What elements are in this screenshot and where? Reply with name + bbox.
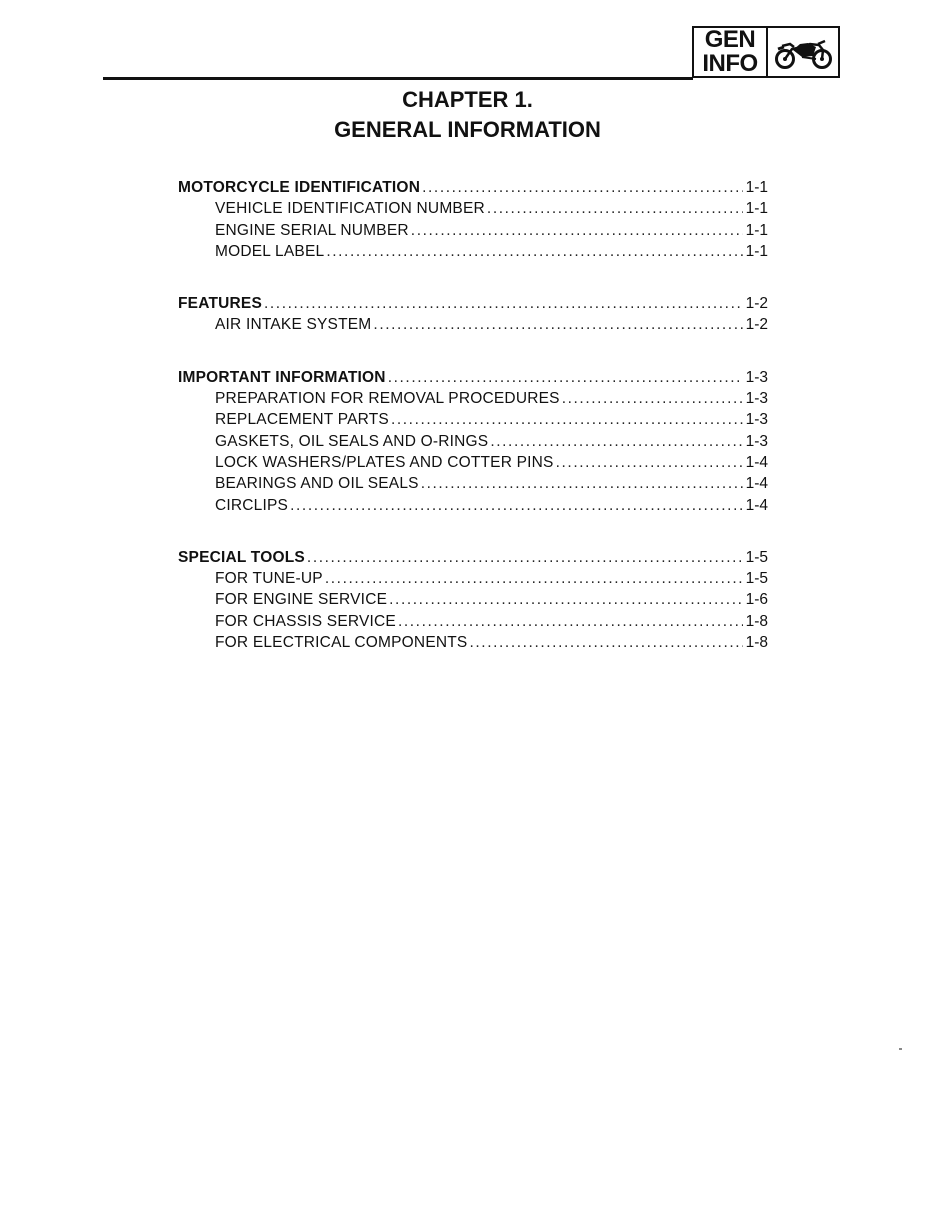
- toc-entry[interactable]: [178, 431, 768, 452]
- leader-dots: [422, 177, 743, 198]
- toc-section: [178, 547, 768, 653]
- leader-dots: [556, 452, 743, 473]
- leader-dots: [411, 220, 743, 241]
- page-number: 1-8: [745, 634, 768, 652]
- leader-dots: [325, 568, 743, 589]
- toc-entry[interactable]: [178, 589, 768, 610]
- toc-heading: FEATURES: [178, 295, 262, 313]
- page-number: 1-1: [745, 179, 768, 196]
- toc-heading: MOTORCYCLE IDENTIFICATION: [178, 179, 421, 196]
- toc-entry-label: CIRCLIPS: [215, 496, 289, 514]
- toc-entry[interactable]: [178, 314, 768, 335]
- page-number: 1-3: [745, 390, 768, 408]
- page-number: 1-5: [745, 548, 768, 566]
- motorcycle-icon: [768, 28, 838, 76]
- leader-dots: [290, 495, 743, 516]
- page-number: 1-2: [745, 295, 768, 313]
- toc-heading: SPECIAL TOOLS: [178, 548, 305, 566]
- toc-heading-row[interactable]: [178, 177, 768, 198]
- badge-line-2: INFO: [702, 50, 758, 77]
- page-number: 1-1: [745, 242, 768, 260]
- leader-dots: [389, 589, 742, 610]
- page-number: 1-6: [745, 591, 768, 609]
- leader-dots: [421, 473, 743, 494]
- leader-dots: [373, 314, 742, 335]
- page-number: 1-5: [745, 570, 768, 588]
- page-number: 1-4: [745, 496, 768, 514]
- toc-entry-label: VEHICLE IDENTIFICATION NUMBER: [215, 200, 485, 218]
- toc-entry[interactable]: [178, 452, 768, 473]
- leader-dots: [398, 611, 743, 632]
- leader-dots: [388, 367, 743, 388]
- page-number: 1-3: [745, 432, 768, 450]
- toc-entry-label: MODEL LABEL: [215, 242, 325, 260]
- toc-entry-label: FOR ENGINE SERVICE: [215, 591, 388, 609]
- page-number: 1-8: [745, 612, 768, 630]
- leader-dots: [307, 547, 743, 568]
- toc-entry[interactable]: [178, 632, 768, 653]
- page-number: 1-2: [745, 316, 768, 334]
- toc-entry[interactable]: [178, 388, 768, 409]
- leader-dots: [469, 632, 742, 653]
- leader-dots: [487, 198, 743, 219]
- page-number: 1-4: [745, 475, 768, 493]
- badge-label: [694, 28, 768, 76]
- toc-section: [178, 177, 768, 262]
- toc-heading-row[interactable]: [178, 367, 768, 388]
- header-rule: [103, 77, 693, 80]
- toc-section: [178, 293, 768, 336]
- toc-entry-label: PREPARATION FOR REMOVAL PROCEDURES: [215, 390, 560, 408]
- toc-heading: IMPORTANT INFORMATION: [178, 368, 386, 386]
- page-number: 1-3: [745, 368, 768, 386]
- toc-entry-label: FOR ELECTRICAL COMPONENTS: [215, 634, 468, 652]
- toc-entry[interactable]: [178, 568, 768, 589]
- leader-dots: [490, 431, 742, 452]
- page-number: 1-1: [745, 200, 768, 218]
- page-number: 1-3: [745, 411, 768, 429]
- toc-entry[interactable]: [178, 473, 768, 494]
- toc-entry-label: BEARINGS AND OIL SEALS: [215, 475, 419, 493]
- toc-entry-label: FOR CHASSIS SERVICE: [215, 612, 396, 630]
- table-of-contents: [178, 177, 768, 684]
- toc-entry-label: GASKETS, OIL SEALS AND O-RINGS: [215, 432, 489, 450]
- leader-dots: [326, 241, 742, 262]
- toc-entry[interactable]: [178, 495, 768, 516]
- page-number: 1-4: [745, 453, 768, 471]
- badge-line-1: GEN: [704, 26, 756, 53]
- toc-entry[interactable]: [178, 611, 768, 632]
- toc-entry[interactable]: [178, 220, 768, 241]
- leader-dots: [562, 388, 743, 409]
- scan-speck: [899, 1048, 902, 1050]
- toc-entry[interactable]: [178, 241, 768, 262]
- toc-heading-row[interactable]: [178, 293, 768, 314]
- toc-entry-label: FOR TUNE-UP: [215, 570, 323, 588]
- toc-entry-label: ENGINE SERIAL NUMBER: [215, 221, 409, 239]
- toc-entry-label: LOCK WASHERS/PLATES AND COTTER PINS: [215, 453, 554, 471]
- chapter-title: CHAPTER 1.: [402, 87, 533, 112]
- toc-entry-label: REPLACEMENT PARTS: [215, 411, 389, 429]
- page-number: 1-1: [745, 221, 768, 239]
- section-badge: [692, 26, 840, 78]
- toc-entry[interactable]: [178, 198, 768, 219]
- leader-dots: [264, 293, 743, 314]
- toc-entry[interactable]: [178, 409, 768, 430]
- toc-section: [178, 367, 768, 516]
- leader-dots: [391, 409, 743, 430]
- chapter-subtitle: GENERAL INFORMATION: [334, 117, 601, 142]
- toc-entry-label: AIR INTAKE SYSTEM: [215, 316, 372, 334]
- toc-heading-row[interactable]: [178, 547, 768, 568]
